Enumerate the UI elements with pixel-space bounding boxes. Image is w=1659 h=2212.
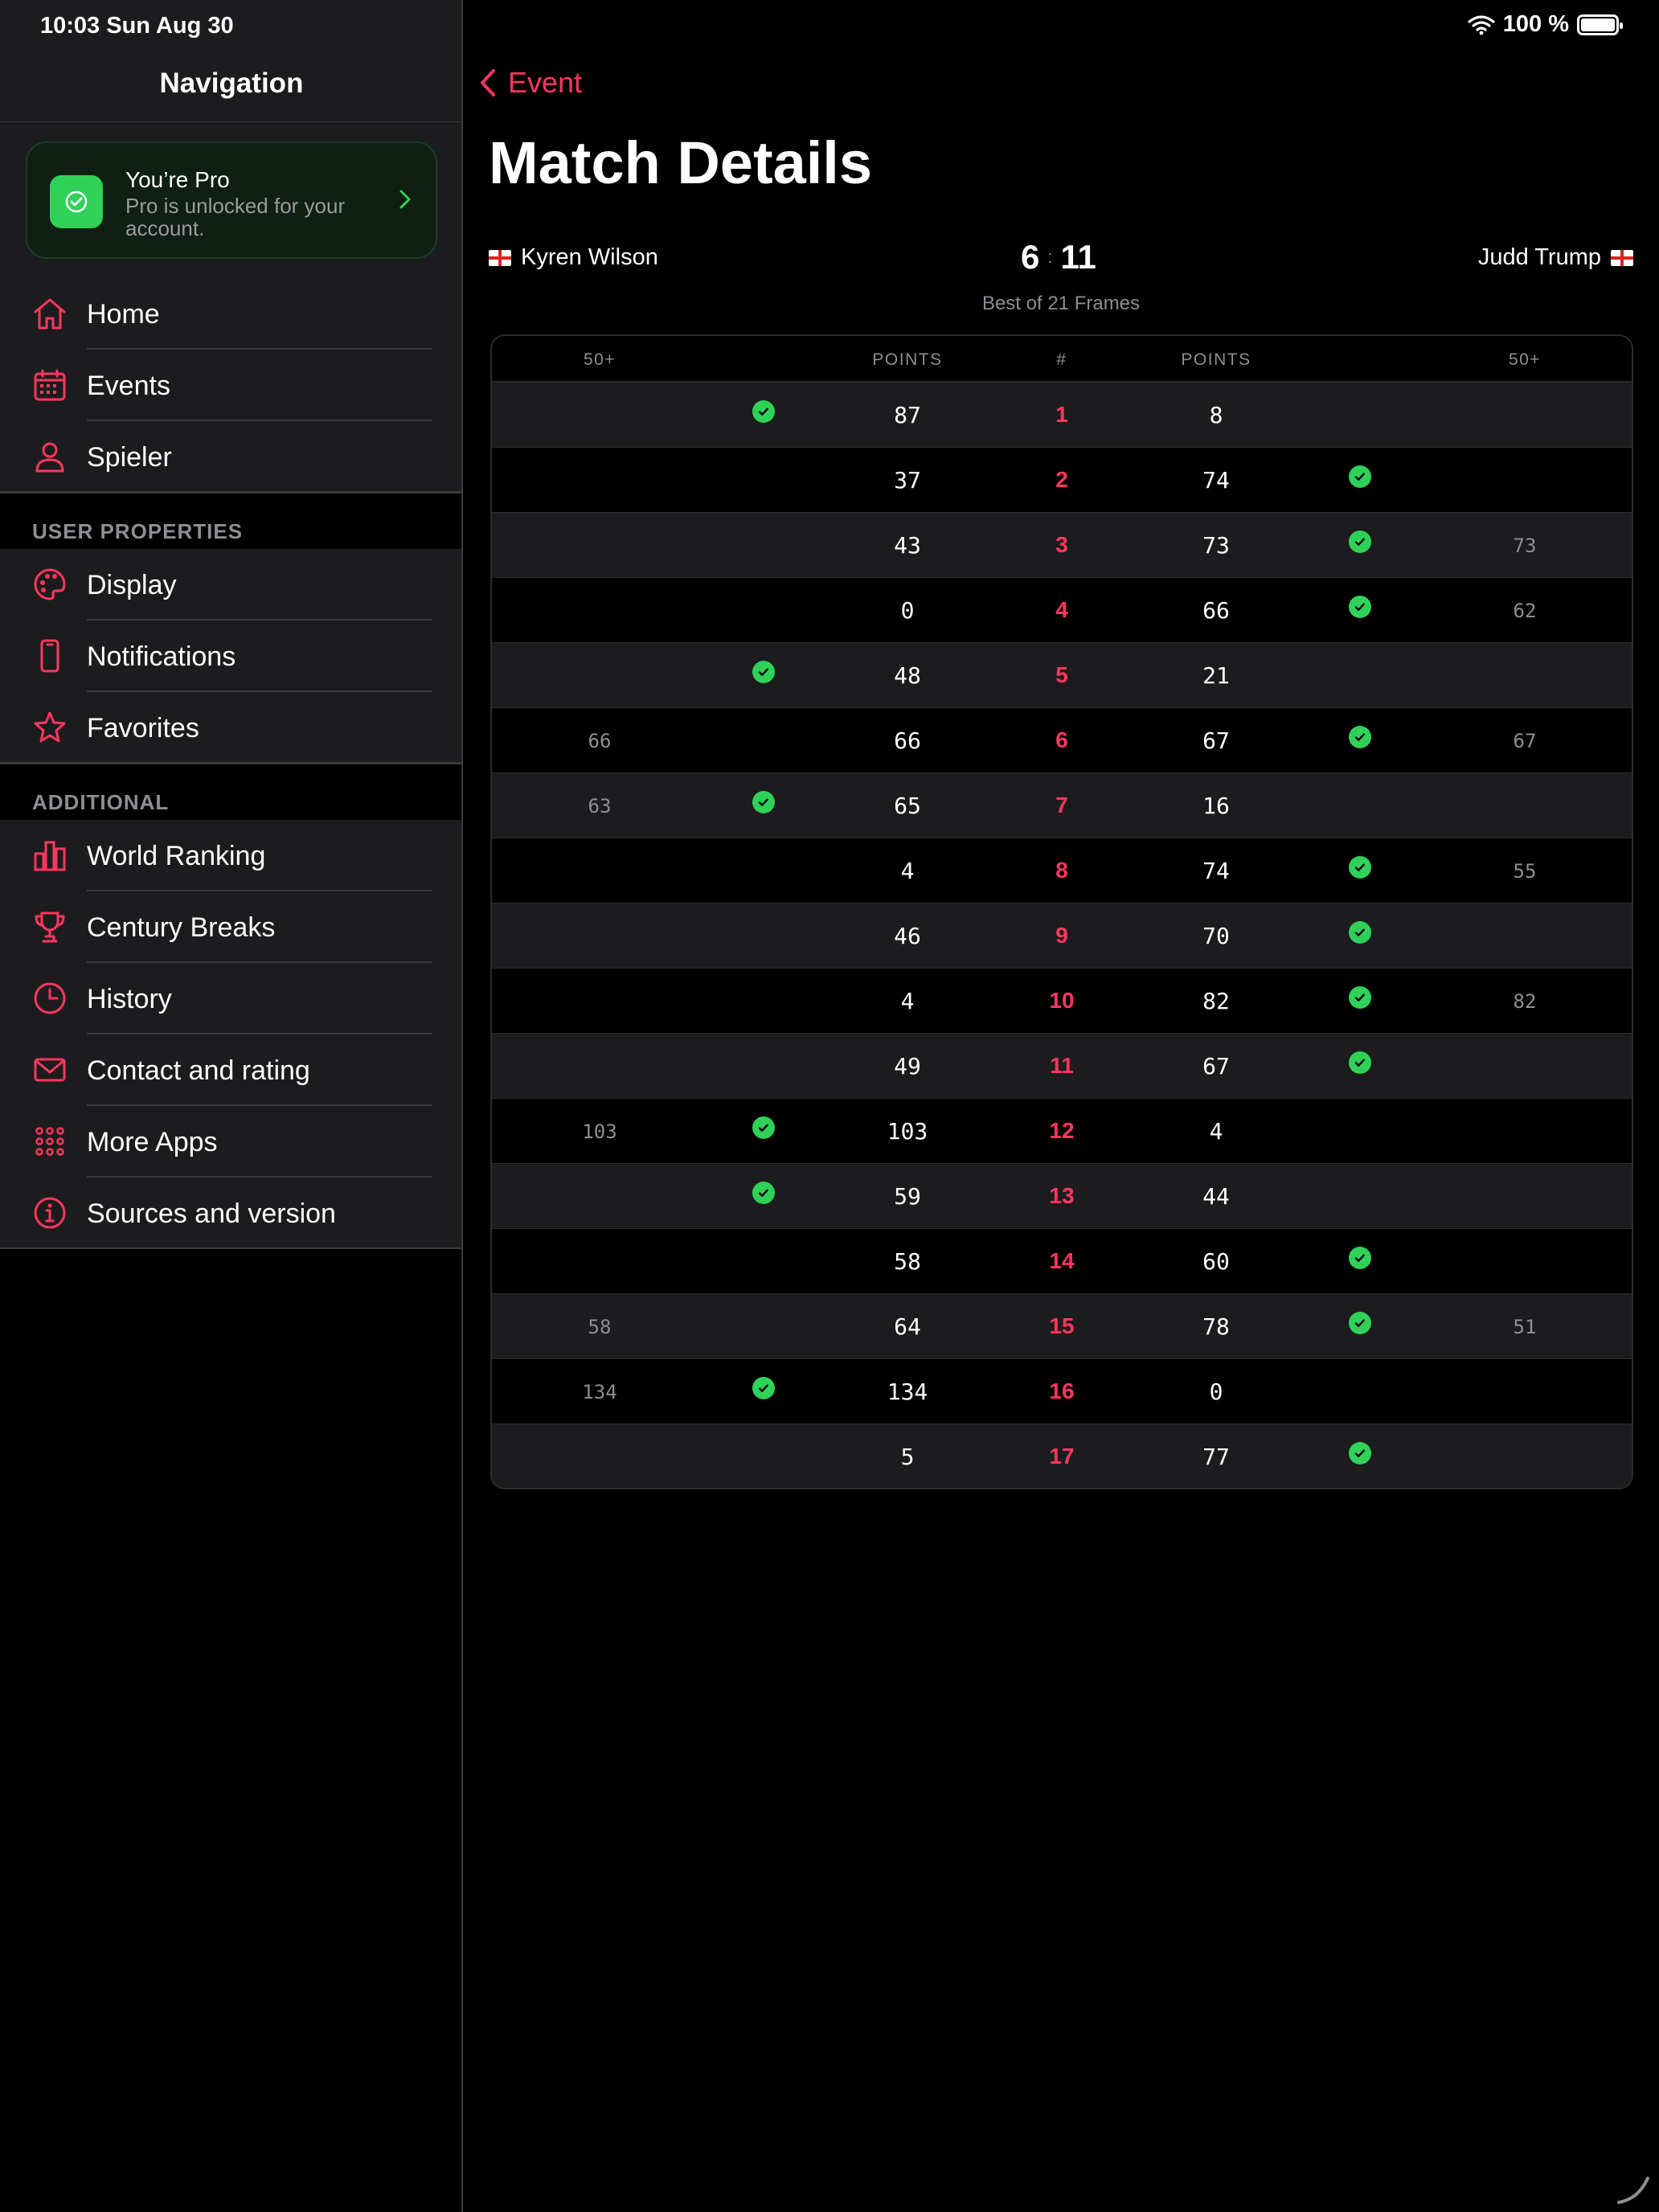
checkmark-circle-icon <box>1349 1051 1371 1074</box>
right-points: 78 <box>1202 1313 1230 1340</box>
sidebar-item-sources-and-version[interactable] <box>0 1178 461 1249</box>
frames-table <box>490 334 1633 1489</box>
table-row[interactable] <box>492 969 1632 1034</box>
checkmark-circle-icon <box>752 791 775 813</box>
player-right-name: Judd Trump <box>1477 244 1601 270</box>
checkmark-circle-icon <box>1349 1442 1371 1464</box>
right-break: 67 <box>1513 730 1537 752</box>
checkmark-circle-icon <box>1349 1312 1371 1334</box>
sidebar-item-spieler[interactable] <box>0 421 461 493</box>
sidebar-item-label: Spieler <box>87 442 172 473</box>
pro-title: You’re Pro <box>125 167 230 192</box>
score-separator: : <box>1047 247 1053 267</box>
section-title: USER PROPERTIES <box>32 519 244 543</box>
frame-number: 14 <box>1049 1248 1075 1273</box>
right-points: 16 <box>1202 793 1230 819</box>
envelope-icon <box>32 1052 68 1088</box>
palette-icon <box>32 567 68 602</box>
frame-number: 5 <box>1055 662 1068 687</box>
header-frame: # <box>1056 350 1067 369</box>
left-break: 66 <box>588 730 612 752</box>
table-header <box>492 336 1632 383</box>
calendar-icon <box>32 367 68 403</box>
match-score <box>1021 238 1096 276</box>
left-points: 103 <box>887 1118 928 1145</box>
right-points: 21 <box>1202 662 1230 689</box>
sidebar-item-history[interactable] <box>0 963 461 1034</box>
pro-subtitle: Pro is unlocked for your account. <box>125 194 346 240</box>
sidebar-item-label: Home <box>87 299 160 330</box>
frame-number: 7 <box>1055 793 1068 817</box>
left-points: 5 <box>900 1444 915 1470</box>
section-header-user-properties <box>0 493 461 549</box>
table-row[interactable] <box>492 708 1632 773</box>
table-row[interactable] <box>492 643 1632 708</box>
status-time: 10:03 Sun Aug 30 <box>40 13 234 39</box>
right-break: 73 <box>1513 535 1537 557</box>
right-points: 73 <box>1202 532 1230 559</box>
table-row[interactable] <box>492 1359 1632 1424</box>
left-points: 66 <box>894 727 921 754</box>
checkmark-circle-icon <box>1349 986 1371 1009</box>
frame-number: 15 <box>1049 1313 1075 1338</box>
sidebar-item-label: Sources and version <box>87 1198 336 1229</box>
player-left[interactable] <box>489 244 658 271</box>
right-points: 67 <box>1202 1053 1230 1079</box>
frame-number: 16 <box>1049 1378 1075 1403</box>
right-points: 8 <box>1209 402 1223 428</box>
checkmark-seal-icon <box>50 175 103 228</box>
table-row[interactable] <box>492 1164 1632 1229</box>
sidebar-item-label: Display <box>87 570 177 600</box>
right-points: 60 <box>1202 1248 1230 1275</box>
sidebar-item-label: Century Breaks <box>87 912 276 943</box>
left-points: 43 <box>894 532 921 559</box>
status-indicators <box>1468 11 1619 38</box>
main-nav-group <box>0 278 461 493</box>
grid-icon <box>32 1124 68 1159</box>
frame-number: 17 <box>1049 1444 1075 1469</box>
frame-number: 13 <box>1049 1183 1075 1208</box>
england-flag-icon <box>1611 250 1633 266</box>
left-break: 58 <box>588 1316 612 1338</box>
house-icon <box>32 296 68 331</box>
checkmark-circle-icon <box>1349 530 1371 553</box>
sidebar-item-home[interactable] <box>0 278 461 350</box>
checkmark-circle-icon <box>752 400 775 423</box>
left-break: 134 <box>582 1381 617 1403</box>
resize-handle-icon <box>1614 2167 1653 2206</box>
right-points: 44 <box>1202 1183 1230 1210</box>
score-left: 6 <box>1021 238 1040 276</box>
person-icon <box>32 439 68 474</box>
clock-icon <box>32 981 68 1016</box>
left-points: 134 <box>887 1378 928 1405</box>
star-icon <box>32 710 68 745</box>
frame-number: 8 <box>1055 858 1068 883</box>
right-break: 51 <box>1513 1316 1537 1338</box>
right-points: 82 <box>1202 988 1230 1014</box>
sidebar-item-contact-and-rating[interactable] <box>0 1034 461 1106</box>
user-properties-group <box>0 549 461 764</box>
sidebar-item-label: History <box>87 984 172 1014</box>
table-row[interactable] <box>492 773 1632 838</box>
section-header-additional <box>0 764 461 820</box>
chevron-left-icon <box>479 68 497 98</box>
sidebar <box>0 0 463 2212</box>
checkmark-circle-icon <box>1349 921 1371 944</box>
header-left-breaks: 50+ <box>583 350 616 369</box>
left-points: 87 <box>894 402 921 428</box>
sidebar-item-label: More Apps <box>87 1127 218 1157</box>
right-break: 62 <box>1513 600 1537 622</box>
left-break: 103 <box>582 1120 617 1143</box>
additional-group <box>0 820 461 1249</box>
back-label: Event <box>508 66 583 99</box>
left-points: 46 <box>894 923 921 949</box>
table-body <box>492 383 1632 1489</box>
sidebar-item-favorites[interactable] <box>0 692 461 764</box>
sidebar-item-label: Notifications <box>87 641 236 672</box>
score-right: 11 <box>1060 238 1096 276</box>
info-icon <box>32 1195 68 1231</box>
battery-icon <box>1577 14 1619 35</box>
section-title: ADDITIONAL <box>32 790 170 814</box>
checkmark-circle-icon <box>1349 596 1371 618</box>
wifi-icon <box>1468 14 1495 35</box>
back-button[interactable] <box>479 66 582 100</box>
right-points: 74 <box>1202 858 1230 884</box>
pro-section <box>0 122 461 278</box>
left-points: 0 <box>900 597 915 624</box>
checkmark-circle-icon <box>1349 465 1371 488</box>
chevron-right-icon <box>399 188 412 215</box>
right-break: 82 <box>1513 990 1537 1013</box>
frame-number: 6 <box>1055 727 1068 752</box>
right-points: 0 <box>1209 1378 1223 1405</box>
pro-card[interactable] <box>26 141 437 259</box>
page-title: Match Details <box>489 129 873 196</box>
left-points: 49 <box>894 1053 921 1079</box>
england-flag-icon <box>489 250 511 266</box>
sidebar-header <box>0 0 461 122</box>
checkmark-circle-icon <box>752 661 775 683</box>
right-points: 74 <box>1202 467 1230 494</box>
checkmark-circle-icon <box>752 1377 775 1399</box>
sidebar-item-events[interactable] <box>0 350 461 421</box>
sidebar-item-label: Favorites <box>87 713 199 743</box>
right-points: 70 <box>1202 923 1230 949</box>
frame-number: 11 <box>1050 1053 1074 1078</box>
player-left-name: Kyren Wilson <box>521 244 658 270</box>
frame-number: 12 <box>1049 1118 1075 1143</box>
table-row[interactable] <box>492 1099 1632 1164</box>
table-row[interactable] <box>492 1294 1632 1359</box>
navigation-title: Navigation <box>159 68 304 99</box>
table-row[interactable] <box>492 1424 1632 1489</box>
checkmark-circle-icon <box>752 1182 775 1204</box>
phone-icon <box>32 638 68 674</box>
sidebar-item-century-breaks[interactable] <box>0 891 461 963</box>
frame-number: 4 <box>1055 597 1068 622</box>
table-row[interactable] <box>492 903 1632 969</box>
frame-number: 2 <box>1055 467 1068 492</box>
left-points: 59 <box>894 1183 921 1210</box>
sidebar-item-label: Contact and rating <box>87 1055 310 1086</box>
checkmark-circle-icon <box>1349 856 1371 879</box>
header-left-points: POINTS <box>872 350 943 369</box>
left-points: 4 <box>900 988 915 1014</box>
right-points: 67 <box>1202 727 1230 754</box>
sidebar-item-label: Events <box>87 371 170 401</box>
right-points: 77 <box>1202 1444 1230 1470</box>
checkmark-circle-icon <box>1349 1247 1371 1269</box>
checkmark-circle-icon <box>1349 726 1371 748</box>
left-points: 58 <box>894 1248 921 1275</box>
sidebar-item-more-apps[interactable] <box>0 1106 461 1178</box>
frame-number: 9 <box>1055 923 1068 948</box>
sidebar-item-notifications[interactable] <box>0 621 461 692</box>
table-row[interactable] <box>492 838 1632 903</box>
left-points: 65 <box>894 793 921 819</box>
sidebar-item-world-ranking[interactable] <box>0 820 461 891</box>
sidebar-item-label: World Ranking <box>87 841 266 871</box>
header-right-points: POINTS <box>1181 350 1251 369</box>
frame-number: 3 <box>1055 532 1068 557</box>
bar-chart-icon <box>32 838 68 873</box>
table-row[interactable] <box>492 578 1632 643</box>
table-row[interactable] <box>492 1229 1632 1294</box>
right-points: 66 <box>1202 597 1230 624</box>
left-break: 63 <box>588 795 612 817</box>
right-break: 55 <box>1513 860 1537 883</box>
battery-percent: 100 % <box>1502 11 1569 37</box>
left-points: 64 <box>894 1313 921 1340</box>
header-right-breaks: 50+ <box>1508 350 1542 369</box>
table-row[interactable] <box>492 513 1632 578</box>
checkmark-circle-icon <box>752 1116 775 1139</box>
frame-number: 1 <box>1055 402 1068 427</box>
table-row[interactable] <box>492 383 1632 448</box>
left-points: 37 <box>894 467 921 494</box>
table-row[interactable] <box>492 1034 1632 1099</box>
sidebar-item-display[interactable] <box>0 549 461 621</box>
left-points: 4 <box>900 858 915 884</box>
table-row[interactable] <box>492 448 1632 513</box>
trophy-icon <box>32 909 68 944</box>
frame-number: 10 <box>1049 988 1075 1013</box>
divider <box>0 1247 461 1249</box>
left-points: 48 <box>894 662 921 689</box>
right-points: 4 <box>1209 1118 1223 1145</box>
player-right[interactable] <box>1478 244 1633 271</box>
best-of-label: Best of 21 Frames <box>981 293 1141 314</box>
